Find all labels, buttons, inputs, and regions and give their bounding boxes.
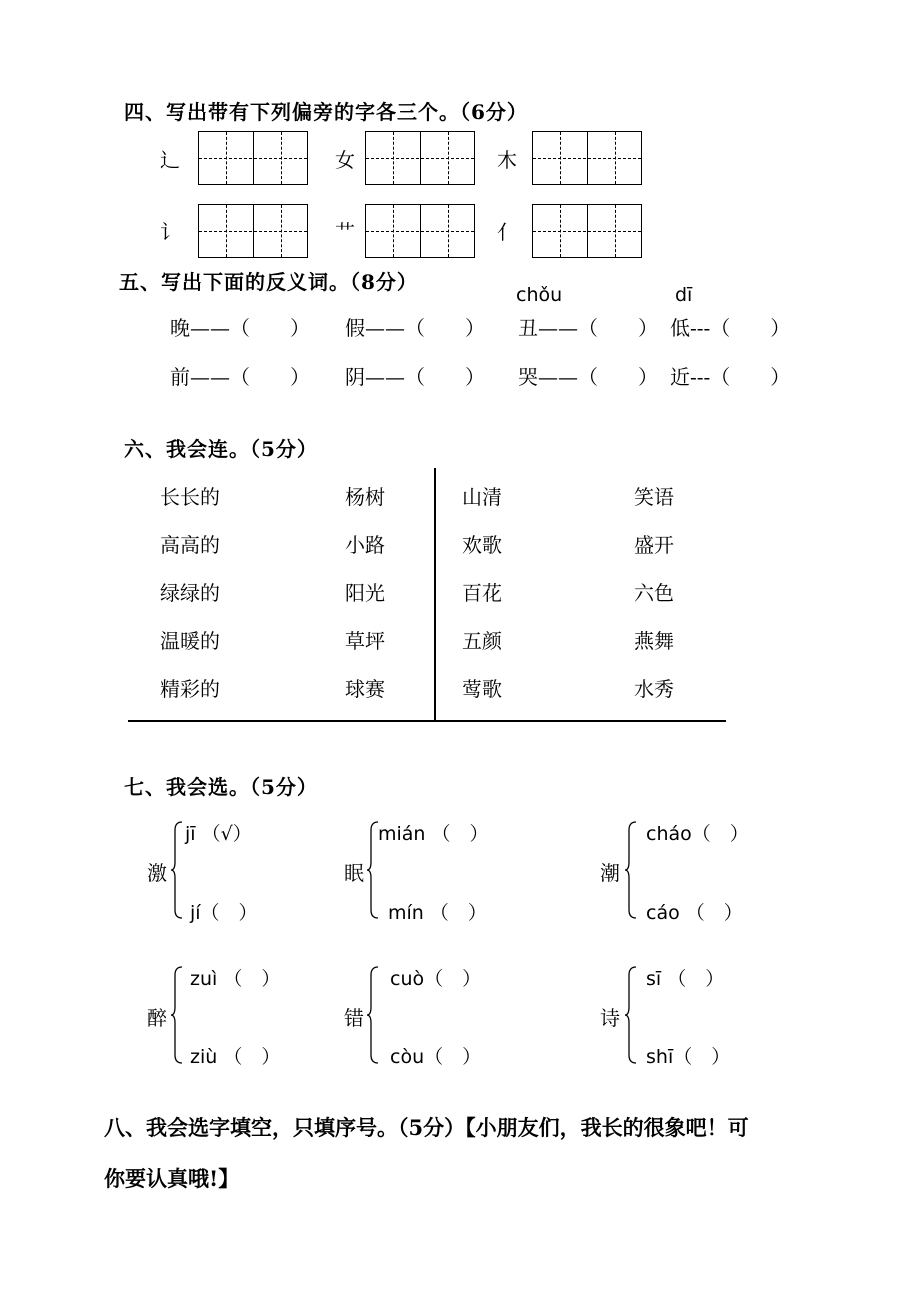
writing-grid[interactable] — [532, 131, 642, 185]
choice-char: 错 — [344, 1006, 364, 1030]
match-word[interactable]: 盛开 — [634, 533, 674, 557]
antonym-item[interactable]: 假——（ ） — [345, 316, 485, 340]
match-word[interactable]: 百花 — [462, 581, 502, 605]
radical-nv: 女 — [335, 148, 355, 172]
choice-char: 醉 — [147, 1006, 167, 1030]
pinyin-option[interactable]: còu（ ） — [390, 1046, 482, 1068]
brace-icon — [170, 965, 184, 1065]
pinyin-chou: chǒu — [516, 284, 563, 306]
pinyin-option[interactable]: jī （√） — [185, 823, 252, 845]
pinyin-option[interactable]: cuò（ ） — [390, 968, 482, 990]
brace-icon — [170, 820, 184, 920]
antonym-item[interactable]: 哭——（ ） — [518, 365, 658, 389]
match-word[interactable]: 阳光 — [345, 581, 385, 605]
pinyin-option[interactable]: ziù （ ） — [190, 1046, 281, 1068]
section-5-title: 五、写出下面的反义词。（8分） — [119, 270, 418, 294]
antonym-item[interactable]: 阴——（ ） — [345, 365, 485, 389]
pinyin-option[interactable]: cáo （ ） — [646, 902, 743, 924]
brace-icon — [624, 965, 638, 1065]
radical-mu: 木 — [497, 148, 517, 172]
section-8-title: 八、我会选字填空，只填序号。（5分）【小朋友们，我长的很象吧！可 — [104, 1115, 749, 1140]
antonym-item[interactable]: 前——（ ） — [170, 365, 310, 389]
radical-cao: 艹 — [335, 220, 355, 244]
match-word[interactable]: 笑语 — [634, 485, 674, 509]
writing-grid[interactable] — [365, 204, 475, 258]
match-word[interactable]: 山清 — [462, 485, 502, 509]
match-word[interactable]: 欢歌 — [462, 533, 502, 557]
radical-chuo: 辶 — [160, 148, 180, 172]
brace-icon — [366, 965, 380, 1065]
pinyin-option[interactable]: mín （ ） — [388, 902, 487, 924]
match-word[interactable]: 水秀 — [634, 677, 674, 701]
match-word[interactable]: 长长的 — [160, 485, 220, 509]
pinyin-di: dī — [675, 284, 693, 306]
radical-ren: 亻 — [497, 220, 517, 244]
writing-grid[interactable] — [532, 204, 642, 258]
pinyin-option[interactable]: sī （ ） — [646, 968, 725, 990]
match-word[interactable]: 绿绿的 — [160, 581, 220, 605]
antonym-item[interactable]: 低---（ ） — [670, 316, 791, 340]
match-word[interactable]: 莺歌 — [462, 677, 502, 701]
pinyin-option[interactable]: jí（ ） — [190, 902, 258, 924]
match-word[interactable]: 精彩的 — [160, 677, 220, 701]
divider-horizontal — [128, 720, 726, 722]
brace-icon — [624, 820, 638, 920]
match-word[interactable]: 草坪 — [345, 629, 385, 653]
choice-char: 激 — [147, 861, 167, 885]
section-8-title-continued: 你要认真哦!】 — [104, 1166, 240, 1191]
writing-grid[interactable] — [365, 131, 475, 185]
match-word[interactable]: 小路 — [345, 533, 385, 557]
writing-grid[interactable] — [198, 131, 308, 185]
match-word[interactable]: 燕舞 — [634, 629, 674, 653]
writing-grid[interactable] — [198, 204, 308, 258]
match-word[interactable]: 温暖的 — [160, 629, 220, 653]
match-word[interactable]: 杨树 — [345, 485, 385, 509]
pinyin-option[interactable]: shī（ ） — [646, 1046, 731, 1068]
choice-char: 诗 — [600, 1006, 620, 1030]
pinyin-option[interactable]: cháo（ ） — [646, 823, 749, 845]
pinyin-option[interactable]: zuì （ ） — [190, 968, 281, 990]
divider-vertical — [434, 468, 436, 722]
radical-yan: 讠 — [160, 220, 180, 244]
section-4-title: 四、写出带有下列偏旁的字各三个。（6分） — [124, 100, 528, 124]
section-7-title: 七、我会选。（5分） — [124, 775, 318, 799]
match-word[interactable]: 六色 — [634, 581, 674, 605]
antonym-item[interactable]: 晚——（ ） — [170, 316, 310, 340]
pinyin-option[interactable]: mián （ ） — [378, 823, 489, 845]
antonym-item[interactable]: 丑——（ ） — [518, 316, 658, 340]
choice-char: 眠 — [344, 861, 364, 885]
section-6-title: 六、我会连。（5分） — [124, 437, 318, 461]
choice-char: 潮 — [600, 861, 620, 885]
match-word[interactable]: 五颜 — [462, 629, 502, 653]
match-word[interactable]: 球赛 — [345, 677, 385, 701]
antonym-item[interactable]: 近---（ ） — [670, 365, 791, 389]
match-word[interactable]: 高高的 — [160, 533, 220, 557]
